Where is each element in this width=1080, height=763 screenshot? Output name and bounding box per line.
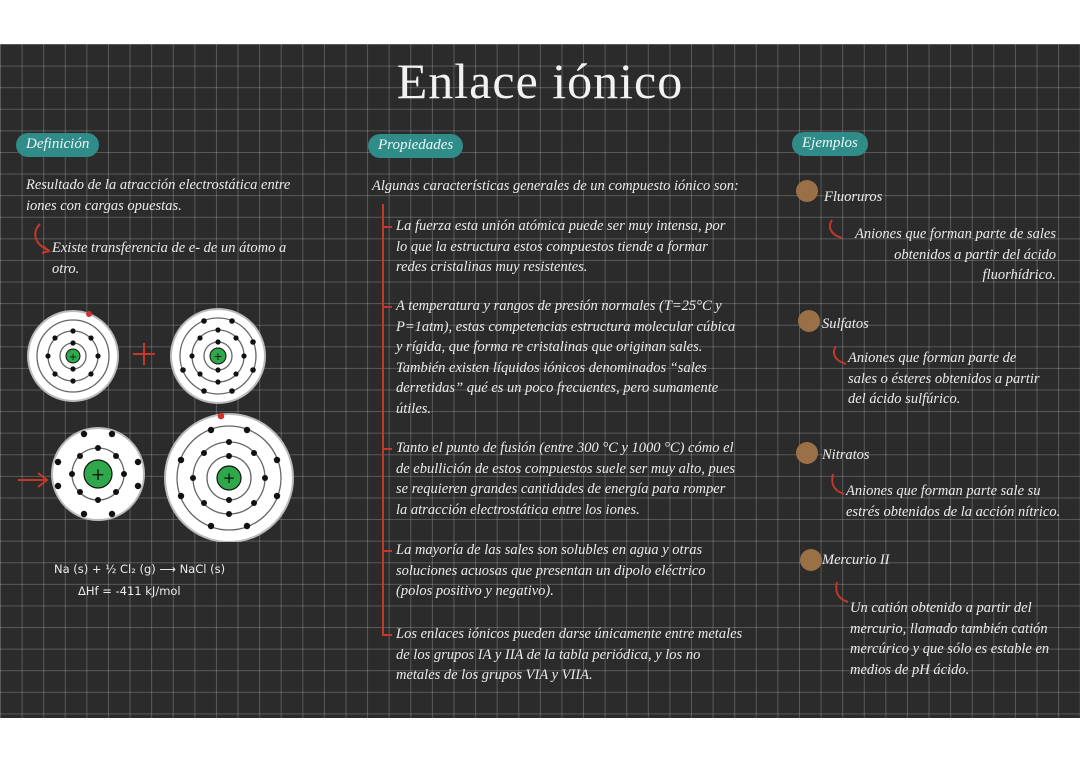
bullet-tick [382, 448, 392, 450]
atom-diagram [18, 302, 318, 542]
notes-board [0, 44, 1080, 718]
bullet-tick [382, 306, 392, 308]
property-item: Tanto el punto de fusión (entre 300 °C y 1000 °C) cómo el de ebullición de estos compuestos suele ser muy alto, pues se requieren grandes cantidades de energía para romper la atracción electrostática entre los iones. [396, 440, 736, 518]
sodium-atom [28, 311, 118, 401]
bullet-tick [382, 226, 392, 228]
property-item: Los enlaces iónicos pueden darse únicamente entre metales de los grupos IA y IIA de la tabla periódica, y los no metales de los grupos VIA y VIIA. [396, 626, 743, 683]
svg-text:+: + [68, 352, 78, 363]
definicion-text: Resultado de la atracción electrostática entre iones con cargas opuestas. [26, 177, 291, 214]
example-desc: Aniones que forman parte sale su estrés obtenidos de la acción nítrico. [846, 483, 1061, 520]
property-item: La fuerza esta unión atómica puede ser muy intensa, por lo que la estructura estos compuestos tiende a formar redes cristalinas muy resistentes. [396, 218, 726, 275]
property-item: La mayoría de las sales son solubles en agua y otras soluciones acuosas que presentan un dipolo eléctrico (polos positivo y negativo). [396, 542, 706, 599]
arrow-hook-icon [30, 222, 54, 256]
example-name: Sulfatos [822, 316, 869, 332]
arrow-hook-icon [830, 344, 850, 368]
bullet-dot-icon [796, 442, 818, 464]
arrow-hook-icon [832, 580, 852, 608]
arrow-hook-icon [828, 472, 848, 500]
bullet-dot-icon [798, 310, 820, 332]
enthalpy-value: ΔHf = -411 kJ/mol [78, 584, 181, 598]
example-desc: Un catión obtenido a partir del mercurio, llamado también catión mercúrico y que sólo es estable en medios de pH ácido. [850, 600, 1050, 678]
bullet-tick [382, 550, 392, 552]
page-title: Enlace iónico [396, 53, 684, 109]
definicion-label: Definición [16, 133, 99, 157]
chlorine-ion [165, 413, 293, 542]
example-name: Mercurio II [822, 552, 890, 568]
sodium-ion [52, 428, 144, 520]
example-name: Fluoruros [824, 189, 883, 205]
propiedades-intro: Algunas características generales de un compuesto iónico son: [372, 178, 739, 194]
chlorine-atom [171, 309, 265, 403]
bullet-dot-icon [800, 549, 822, 571]
example-desc: Aniones que forman parte de sales o ésteres obtenidos a partir del ácido sulfúrico. [848, 350, 1040, 407]
svg-text:+: + [90, 465, 106, 485]
reaction-equation: Na (s) + ½ Cl₂ (g) ⟶ NaCl (s) [54, 562, 226, 576]
example-desc: Aniones que forman parte de sales obtenidos a partir del ácido fluorhídrico. [855, 226, 1056, 283]
example-name: Nitratos [822, 447, 870, 463]
svg-text:+: + [213, 350, 223, 363]
bullet-dot-icon [796, 180, 818, 202]
arrow-hook-icon [826, 218, 846, 242]
svg-text:+: + [222, 469, 236, 487]
bullet-tick [382, 634, 392, 636]
plus-icon [133, 343, 155, 365]
property-bracket-line [382, 204, 384, 636]
arrow-right-icon [18, 473, 47, 487]
property-item: A temperatura y rangos de presión normales (T=25°C y P=1atm), estas competencias estructura molecular cúbica y rígida, que forma re cristalinas que originan sales. También existen líquidos iónicos denominados “sales derretidas” qué es un poco frecuentes, pero sumamente útiles. [396, 298, 736, 417]
ejemplos-label: Ejemplos [792, 132, 868, 156]
definicion-note: Existe transferencia de e- de un átomo a otro. [52, 240, 287, 277]
propiedades-label: Propiedades [368, 134, 463, 158]
